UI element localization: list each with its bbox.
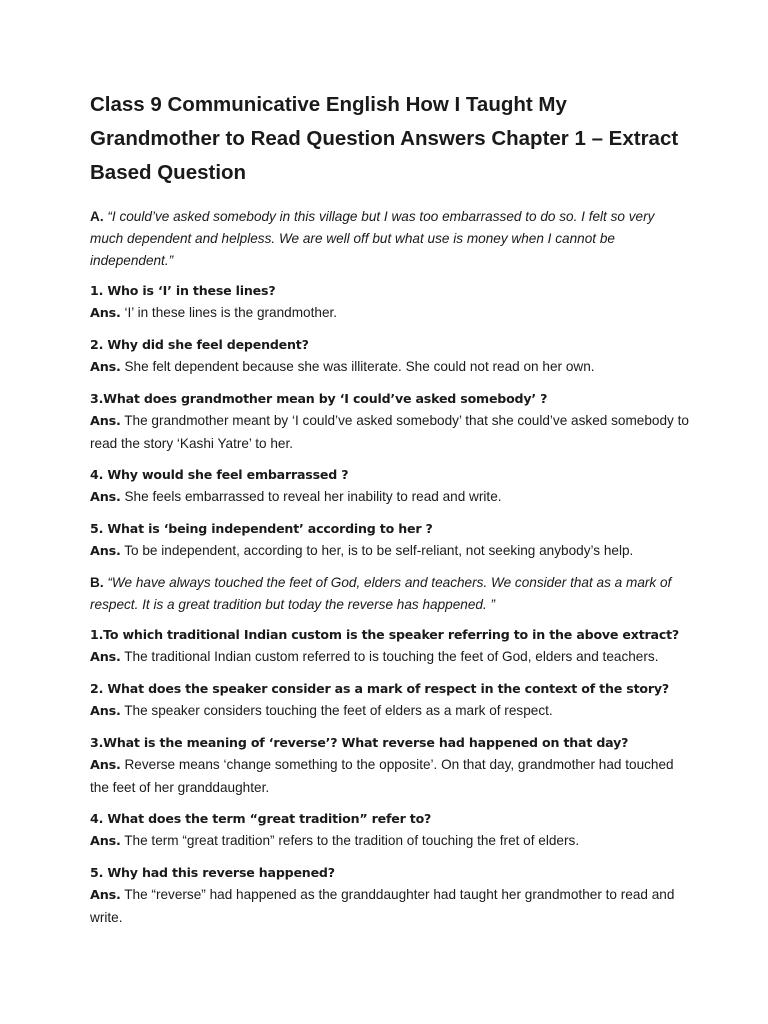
extract-b-label: B.	[90, 575, 104, 590]
qa-b-2	[90, 678, 690, 723]
question: 3.What does grandmother mean by ‘I could’ve asked somebody’ ?	[90, 391, 548, 406]
extract-a	[90, 206, 690, 272]
answer-text: The grandmother meant by ‘I could’ve asked somebody’ that she could’ve asked somebody to read the story ‘Kashi Yatre’ to her.	[90, 413, 689, 451]
answer-label: Ans.	[90, 306, 121, 321]
answer	[90, 486, 690, 509]
extract-b	[90, 572, 690, 616]
extract-a-text: “I could’ve asked somebody in this village but I was too embarrassed to do so. I felt so very much dependent and helpless. We are well off but what use is money when I cannot be independent.”	[90, 209, 655, 268]
answer-text: The speaker considers touching the feet of elders as a mark of respect.	[124, 703, 553, 718]
answer	[90, 540, 690, 563]
answer	[90, 700, 690, 723]
extract-a-label: A.	[90, 209, 104, 224]
answer	[90, 356, 690, 379]
qa-a-2	[90, 334, 690, 379]
answer-label: Ans.	[90, 758, 121, 773]
answer-label: Ans.	[90, 360, 121, 375]
answer	[90, 410, 690, 455]
question: 4. Why would she feel embarrassed ?	[90, 467, 349, 482]
question: 5. What is ‘being independent’ according to her ?	[90, 521, 433, 536]
answer-label: Ans.	[90, 414, 121, 429]
answer-label: Ans.	[90, 704, 121, 719]
answer	[90, 302, 690, 325]
question: 4. What does the term “great tradition” refer to?	[90, 811, 432, 826]
question: 5. Why had this reverse happened?	[90, 865, 335, 880]
qa-a-3	[90, 388, 690, 455]
question: 1.To which traditional Indian custom is the speaker referring to in the above extract?	[90, 627, 680, 642]
answer-text: She felt dependent because she was illiterate. She could not read on her own.	[124, 359, 595, 374]
qa-b-5	[90, 862, 690, 929]
qa-b-4	[90, 808, 690, 853]
answer-text: She feels embarrassed to reveal her inability to read and write.	[124, 489, 502, 504]
answer-label: Ans.	[90, 544, 121, 559]
document-page	[90, 88, 690, 938]
question: 2. Why did she feel dependent?	[90, 337, 309, 352]
answer-label: Ans.	[90, 834, 121, 849]
qa-a-5	[90, 518, 690, 563]
answer	[90, 646, 690, 669]
answer-text: The traditional Indian custom referred to is touching the feet of God, elders and teachers.	[124, 649, 659, 664]
qa-b-1	[90, 624, 690, 669]
answer-label: Ans.	[90, 888, 121, 903]
qa-a-1	[90, 280, 690, 325]
answer-label: Ans.	[90, 650, 121, 665]
answer-text: The “reverse” had happened as the granddaughter had taught her grandmother to read and write.	[90, 887, 675, 925]
qa-b-3	[90, 732, 690, 799]
question: 2. What does the speaker consider as a mark of respect in the context of the story?	[90, 681, 669, 696]
answer-label: Ans.	[90, 490, 121, 505]
extract-b-text: “We have always touched the feet of God, elders and teachers. We consider that as a mark of respect. It is a great tradition but today the reverse has happened. ”	[90, 575, 672, 612]
answer	[90, 830, 690, 853]
question: 3.What is the meaning of ‘reverse’? What reverse had happened on that day?	[90, 735, 629, 750]
answer	[90, 884, 690, 929]
qa-a-4	[90, 464, 690, 509]
answer-text: The term “great tradition” refers to the tradition of touching the fret of elders.	[124, 833, 580, 848]
page-title: Class 9 Communicative English How I Taught My Grandmother to Read Question Answers Chapter 1 – Extract Based Question	[90, 93, 679, 184]
answer	[90, 754, 690, 799]
answer-text: Reverse means ‘change something to the opposite’. On that day, grandmother had touched the feet of her granddaughter.	[90, 757, 674, 795]
answer-text: To be independent, according to her, is to be self-reliant, not seeking anybody’s help.	[124, 543, 634, 558]
answer-text: ‘I’ in these lines is the grandmother.	[124, 305, 338, 320]
question: 1. Who is ‘I’ in these lines?	[90, 283, 276, 298]
